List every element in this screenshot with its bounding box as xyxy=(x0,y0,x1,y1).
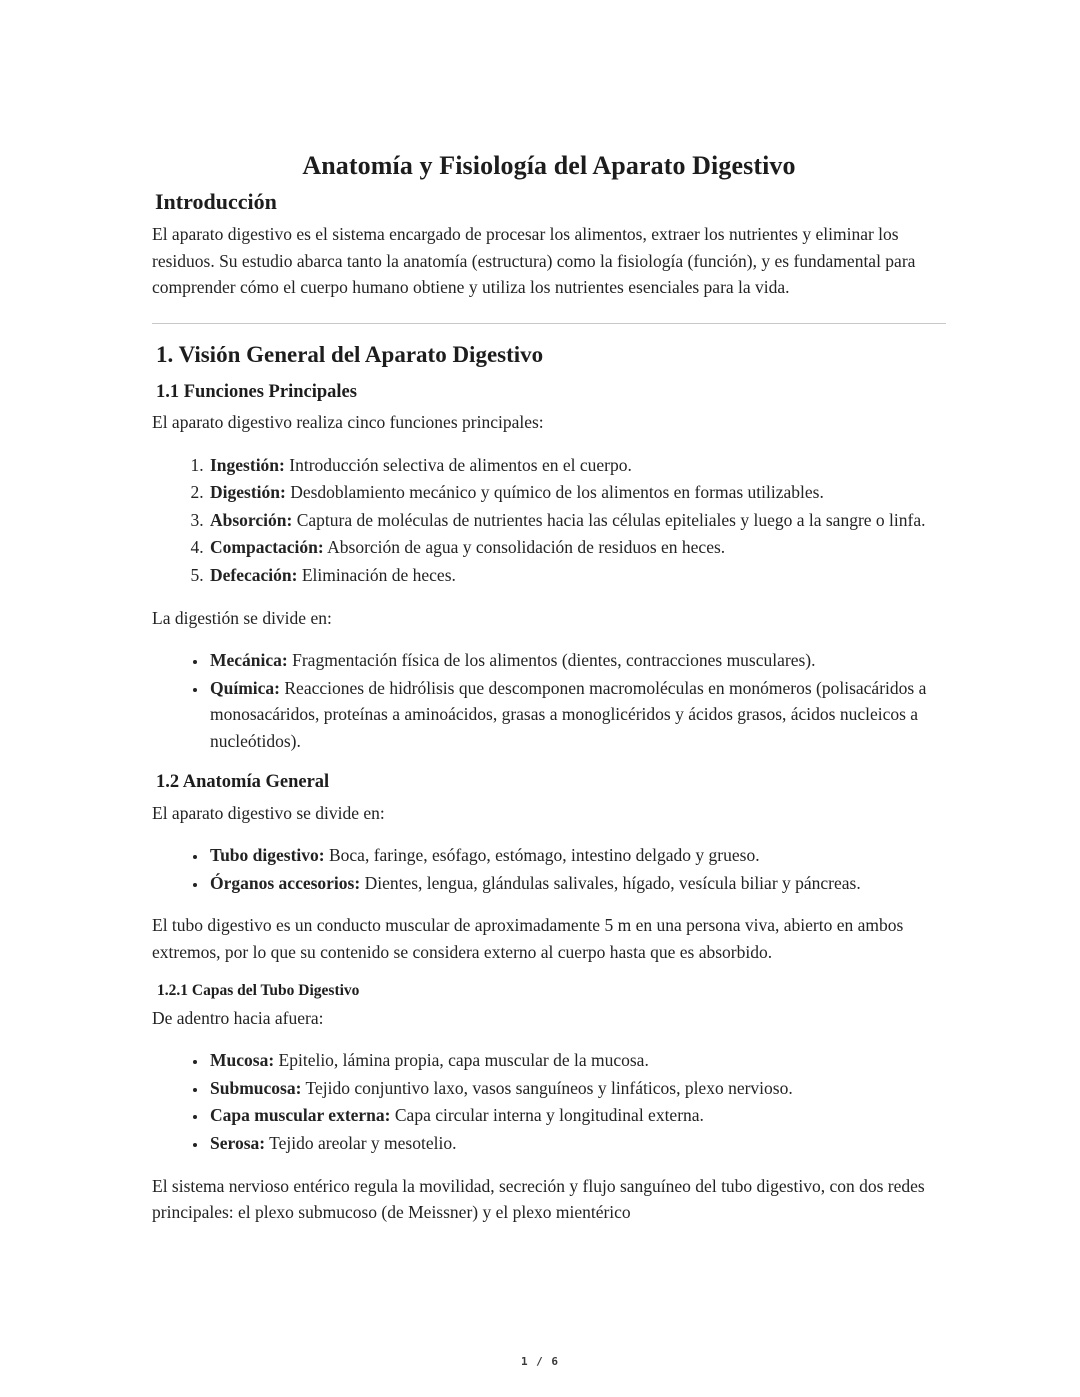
list-item-term: Mecánica: xyxy=(210,650,288,671)
list-item-desc: Fragmentación física de los alimentos (dientes, contracciones musculares). xyxy=(287,650,816,671)
layers-intro-text: De adentro hacia afuera: xyxy=(152,1007,324,1028)
list-item-desc: Tejido areolar y mesotelio. xyxy=(265,1133,457,1153)
list-item-desc: Introducción selectiva de alimentos en el cuerpo. xyxy=(284,454,632,475)
list-item-term: Defecación: xyxy=(210,564,298,585)
list-item-term: Submucosa: xyxy=(210,1077,302,1098)
list-item xyxy=(208,1130,946,1157)
digestion-types-list xyxy=(152,647,946,754)
list-item xyxy=(208,842,946,869)
heading-section-1-1: 1.1 Funciones Principales xyxy=(156,381,357,402)
list-item xyxy=(208,1102,946,1129)
section-divider xyxy=(152,323,946,324)
list-item-desc: Boca, faringe, esófago, estómago, intestino delgado y grueso. xyxy=(324,845,760,866)
list-item-desc: Capa circular interna y longitudinal externa. xyxy=(390,1105,704,1126)
list-item-term: Química: xyxy=(210,677,280,698)
list-item-term: Órganos accesorios: xyxy=(210,872,361,893)
list-item xyxy=(208,562,946,589)
list-item xyxy=(208,675,946,755)
list-item-term: Absorción: xyxy=(210,509,293,530)
list-item-term: Compactación: xyxy=(210,537,324,558)
list-item-desc: Desdoblamiento mecánico y químico de los alimentos en formas utilizables. xyxy=(285,482,824,503)
heading-introduccion: Introducción xyxy=(155,188,277,214)
layers-list xyxy=(152,1047,946,1156)
list-item-term: Tubo digestivo: xyxy=(210,845,325,866)
tube-description-paragraph: El tubo digestivo es un conducto muscular de aproximadamente 5 m en una persona viva, abierto en ambos extremos, por lo que su contenido se considera externo al cuerpo hasta que es absorbido. xyxy=(152,915,904,962)
list-item xyxy=(208,870,946,897)
document-content xyxy=(152,150,946,1226)
list-item-desc: Dientes, lengua, glándulas salivales, hígado, vesícula biliar y páncreas. xyxy=(360,872,861,893)
list-item-desc: Captura de moléculas de nutrientes hacia las células epiteliales y luego a la sangre o linfa. xyxy=(292,509,926,530)
intro-paragraph: El aparato digestivo es el sistema encargado de procesar los alimentos, extraer los nutrientes y eliminar los residuos. Su estudio abarca tanto la anatomía (estructura) como la fisiología (función), y es fundamental para comprender cómo el cuerpo humano obtiene y utiliza los nutrientes esenciales para la vida. xyxy=(152,224,916,298)
list-item-desc: Epitelio, lámina propia, capa muscular de la mucosa. xyxy=(274,1050,649,1071)
functions-list xyxy=(152,452,946,589)
anatomy-intro-text: El aparato digestivo se divide en: xyxy=(152,802,385,823)
list-item xyxy=(208,1075,946,1102)
digestion-division-text: La digestión se divide en: xyxy=(152,607,332,628)
list-item xyxy=(208,507,946,534)
list-item xyxy=(208,534,946,561)
functions-intro-text: El aparato digestivo realiza cinco funciones principales: xyxy=(152,411,544,432)
heading-section-1-2: 1.2 Anatomía General xyxy=(156,772,330,793)
list-item xyxy=(208,1047,946,1074)
page-number-footer: 1 / 6 xyxy=(520,1355,560,1368)
list-item-term: Serosa: xyxy=(210,1133,266,1153)
heading-section-1-2-1: 1.2.1 Capas del Tubo Digestivo xyxy=(157,982,360,1000)
list-item-term: Ingestión: xyxy=(210,454,285,475)
list-item xyxy=(208,647,946,674)
heading-section-1: 1. Visión General del Aparato Digestivo xyxy=(156,342,544,367)
list-item xyxy=(208,452,946,479)
list-item-desc: Reacciones de hidrólisis que descomponen macromoléculas en monómeros (polisacáridos a monosacáridos, proteínas a aminoácidos, grasas a monoglicéridos y ácidos grasos, ácidos nucleicos a nucleótidos). xyxy=(210,677,927,751)
list-item-desc: Absorción de agua y consolidación de residuos en heces. xyxy=(323,537,726,558)
list-item-desc: Tejido conjuntivo laxo, vasos sanguíneos y linfáticos, plexo nervioso. xyxy=(301,1077,793,1098)
list-item-desc: Eliminación de heces. xyxy=(297,564,456,585)
list-item xyxy=(208,479,946,506)
page-title: Anatomía y Fisiología del Aparato Digestivo xyxy=(302,151,796,180)
anatomy-parts-list xyxy=(152,842,946,896)
list-item-term: Mucosa: xyxy=(210,1050,275,1071)
list-item-term: Capa muscular externa: xyxy=(210,1105,391,1126)
enteric-nervous-system-paragraph: El sistema nervioso entérico regula la movilidad, secreción y flujo sanguíneo del tubo digestivo, con dos redes principales: el plexo submucoso (de Meissner) y el plexo mientérico xyxy=(152,1175,925,1223)
list-item-term: Digestión: xyxy=(210,482,286,503)
